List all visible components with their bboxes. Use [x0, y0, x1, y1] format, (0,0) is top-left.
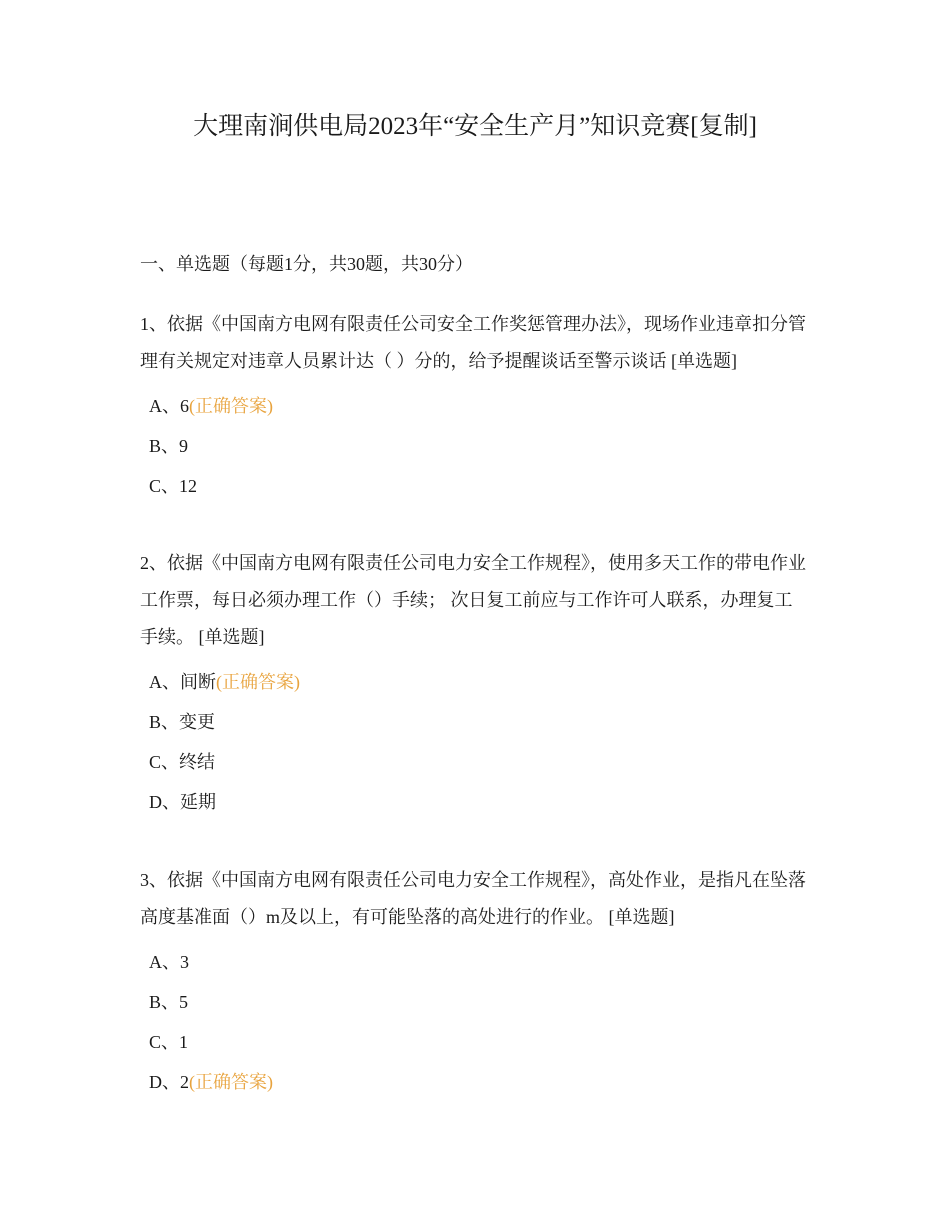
- option-c: [140, 742, 810, 782]
- option-c: [140, 466, 810, 506]
- option-b: [140, 702, 810, 742]
- option-label: C、终结: [149, 752, 216, 772]
- question-text: 2、依据《中国南方电网有限责任公司电力安全工作规程》，使用多天工作的带电作业工作票，每日必须办理工作（）手续； 次日复工前应与工作许可人联系，办理复工手续。 [单选题]: [140, 553, 806, 647]
- question-3: [140, 862, 810, 1102]
- option-label: B、9: [149, 436, 189, 456]
- section-heading: 一、单选题（每题1分，共30题，共30分）: [140, 254, 473, 274]
- option-label: B、5: [149, 992, 189, 1012]
- correct-answer-mark: (正确答案): [189, 396, 273, 416]
- correct-answer-mark: (正确答案): [216, 672, 300, 692]
- question-text: 1、依据《中国南方电网有限责任公司安全工作奖惩管理办法》，现场作业违章扣分管理有关规定对违章人员累计达（ ）分的，给予提醒谈话至警示谈话 [单选题]: [140, 314, 806, 371]
- option-label: A、6: [149, 396, 189, 416]
- correct-answer-mark: (正确答案): [189, 1072, 273, 1092]
- option-label: A、3: [149, 952, 189, 972]
- option-b: [140, 982, 810, 1022]
- option-d: [140, 1062, 810, 1102]
- document-title: 大理南涧供电局2023年“安全生产月”知识竞赛[复制]: [193, 113, 757, 140]
- option-a: [140, 662, 810, 702]
- option-a: [140, 942, 810, 982]
- option-label: A、间断: [149, 672, 216, 692]
- question-2: [140, 545, 810, 822]
- option-label: B、变更: [149, 712, 216, 732]
- option-a: [140, 386, 810, 426]
- option-label: C、1: [149, 1032, 189, 1052]
- option-label: D、延期: [149, 792, 216, 812]
- option-b: [140, 426, 810, 466]
- question-text: 3、依据《中国南方电网有限责任公司电力安全工作规程》，高处作业，是指凡在坠落高度基准面（）m及以上，有可能坠落的高处进行的作业。 [单选题]: [140, 870, 806, 927]
- option-d: [140, 782, 810, 822]
- option-c: [140, 1022, 810, 1062]
- option-label: C、12: [149, 476, 198, 496]
- question-1: [140, 306, 810, 506]
- option-label: D、2: [149, 1072, 189, 1092]
